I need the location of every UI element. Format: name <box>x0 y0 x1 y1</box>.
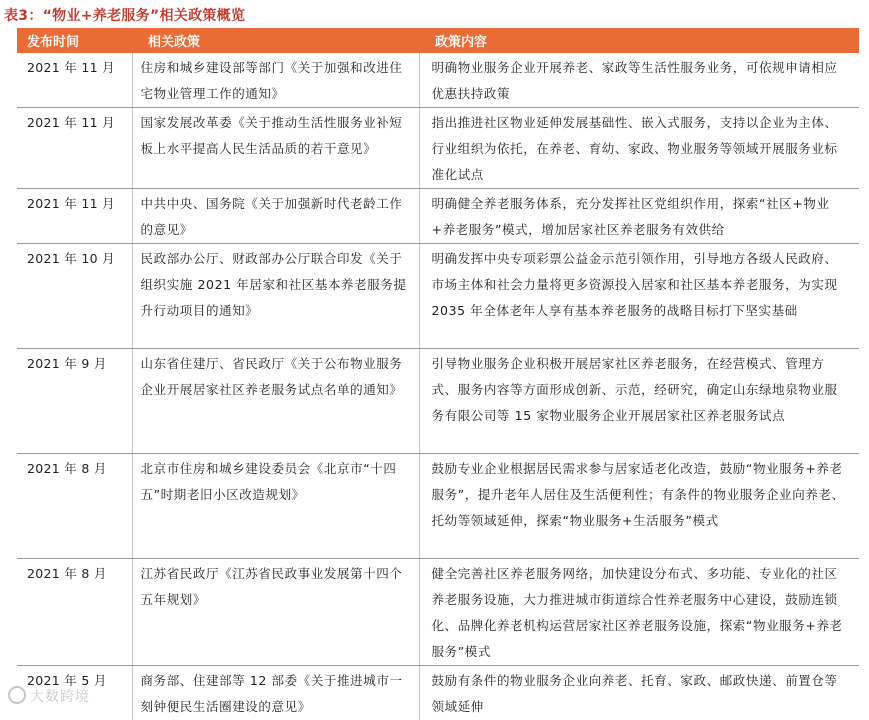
table-row <box>17 244 859 349</box>
table-row <box>17 666 859 720</box>
row-date: 2021 年 11 月 <box>17 53 132 108</box>
row-content: 明确健全养老服务体系，充分发挥社区党组织作用，探索“社区+物业+养老服务”模式，增加居家社区养老服务有效供给 <box>419 189 859 244</box>
row-policy: 住房和城乡建设部等部门《关于加强和改进住宅物业管理工作的通知》 <box>132 53 419 108</box>
row-date: 2021 年 8 月 <box>17 559 132 666</box>
table-row <box>17 189 859 244</box>
table-row <box>17 108 859 189</box>
table-row <box>17 454 859 559</box>
row-date: 2021 年 11 月 <box>17 108 132 189</box>
row-content: 鼓励有条件的物业服务企业向养老、托育、家政、邮政快递、前置仓等领域延伸 <box>419 666 859 720</box>
row-content: 指出推进社区物业延伸发展基础性、嵌入式服务，支持以企业为主体、行业组织为依托，在养老、育幼、家政、物业服务等领域开展服务业标准化试点 <box>419 108 859 189</box>
row-date: 2021 年 9 月 <box>17 349 132 454</box>
row-content: 引导物业服务企业积极开展居家社区养老服务，在经营模式、管理方式、服务内容等方面形成创新、示范，经研究，确定山东绿地泉物业服务有限公司等 15 家物业服务企业开展居家社区养老服务试点 <box>419 349 859 454</box>
row-date: 2021 年 5 月 <box>17 666 132 720</box>
table-title: 表3：“物业+养老服务”相关政策概览 <box>4 5 245 25</box>
policy-table <box>17 28 859 720</box>
watermark-logo-icon <box>8 686 26 704</box>
table-row <box>17 349 859 454</box>
row-date: 2021 年 8 月 <box>17 454 132 559</box>
header-policy: 相关政策 <box>132 28 419 53</box>
row-policy: 江苏省民政厅《江苏省民政事业发展第十四个五年规划》 <box>132 559 419 666</box>
watermark <box>8 686 90 706</box>
row-content: 明确物业服务企业开展养老、家政等生活性服务业务，可依规申请相应优惠扶持政策 <box>419 53 859 108</box>
header-date: 发布时间 <box>17 28 132 53</box>
header-content: 政策内容 <box>419 28 859 53</box>
row-date: 2021 年 10 月 <box>17 244 132 349</box>
table-header-row <box>17 28 859 53</box>
row-policy: 民政部办公厅、财政部办公厅联合印发《关于组织实施 2021 年居家和社区基本养老服务提升行动项目的通知》 <box>132 244 419 349</box>
row-policy: 国家发展改革委《关于推动生活性服务业补短板上水平提高人民生活品质的若干意见》 <box>132 108 419 189</box>
row-policy: 北京市住房和城乡建设委员会《北京市“十四五”时期老旧小区改造规划》 <box>132 454 419 559</box>
row-content: 健全完善社区养老服务网络，加快建设分布式、多功能、专业化的社区养老服务设施，大力推进城市街道综合性养老服务中心建设，鼓励连锁化、品牌化养老机构运营居家社区养老服务设施，探索“物业服务+养老服务”模式 <box>419 559 859 666</box>
row-policy: 商务部、住建部等 12 部委《关于推进城市一刻钟便民生活圈建设的意见》 <box>132 666 419 720</box>
table-row <box>17 559 859 666</box>
row-content: 鼓励专业企业根据居民需求参与居家适老化改造，鼓励“物业服务+养老服务”，提升老年人居住及生活便利性；有条件的物业服务企业向养老、托幼等领域延伸，探索“物业服务+生活服务”模式 <box>419 454 859 559</box>
row-policy: 山东省住建厅、省民政厅《关于公布物业服务企业开展居家社区养老服务试点名单的通知》 <box>132 349 419 454</box>
table-row <box>17 53 859 108</box>
row-date: 2021 年 11 月 <box>17 189 132 244</box>
watermark-text: 大数跨境 <box>30 689 90 705</box>
row-policy: 中共中央、国务院《关于加强新时代老龄工作的意见》 <box>132 189 419 244</box>
row-content: 明确发挥中央专项彩票公益金示范引领作用，引导地方各级人民政府、市场主体和社会力量将更多资源投入居家和社区基本养老服务，为实现 2035 年全体老年人享有基本养老服务的战略目标打下坚实基础 <box>419 244 859 349</box>
